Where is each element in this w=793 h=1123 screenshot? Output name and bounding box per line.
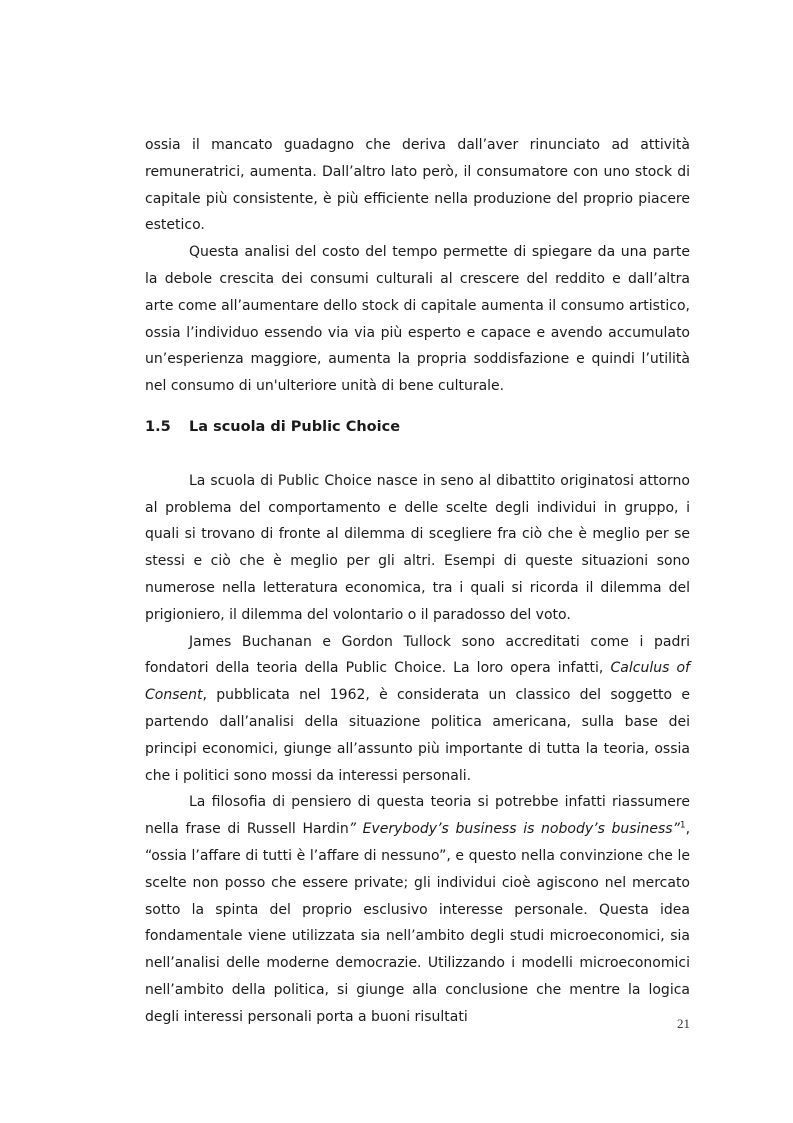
page-body xyxy=(145,132,690,1031)
paragraph-1: ossia il mancato guadagno che deriva dall’aver rinunciato ad attività remuneratrici, aumenta. Dall’altro lato però, il consumatore con uno stock di capitale più consistente, è più efficiente nella produzione del proprio piacere estetico. xyxy=(145,137,690,234)
section-title: La scuola di Public Choice xyxy=(189,418,401,435)
quote-italic: ” Everybody’s business is nobody’s business” xyxy=(348,821,680,838)
page-number: 21 xyxy=(677,1016,690,1031)
paragraph-2: Questa analisi del costo del tempo permette di spiegare da una parte la debole crescita dei consumi culturali al crescere del reddito e dall’altra arte come all’aumentare dello stock di capitale aumenta il consumo artistico, ossia l’individuo essendo via via più esperto e capace e avendo accumulato un’esperienza maggiore, aumenta la propria soddisfazione e quindi l’utilità nel consumo di un'ulteriore unità di bene culturale. xyxy=(145,244,690,395)
section-heading xyxy=(145,414,690,441)
paragraph-4 xyxy=(145,629,690,790)
paragraph-4-text-a: James Buchanan e Gordon Tullock sono accreditati come i padri fondatori della teoria della Public Choice. La loro opera infatti, xyxy=(145,633,690,677)
paragraph-5 xyxy=(145,789,690,1030)
book-title: Calculus of Consent xyxy=(145,660,690,704)
paragraph-5-text-a: La filosofia di pensiero di questa teoria si potrebbe infatti riassumere nella frase di Russell Hardin xyxy=(145,794,690,838)
footnote-marker[interactable]: 1 xyxy=(679,820,686,831)
paragraph-5-text-b: , “ossia l’affare di tutti è l’affare di nessuno”, e questo nella convinzione che le scelte non posso che essere private; gli individui cioè agiscono nel mercato sotto la spinta del proprio esclusivo interesse personale. Questa idea fondamentale viene utilizzata sia nell’ambito degli studi microeconomici, sia nell’analisi delle moderne democrazie. Utilizzando i modelli microeconomici nell’ambito della politica, si giunge alla conclusione che mentre la logica degli interessi personali porta a buoni risultati xyxy=(145,821,691,1025)
section-number: 1.5 xyxy=(145,418,171,435)
paragraph-3: La scuola di Public Choice nasce in seno al dibattito originatosi attorno al problema del comportamento e delle scelte degli individui in gruppo, i quali si trovano di fronte al dilemma di scegliere fra ciò che è meglio per se stessi e ciò che è meglio per gli altri. Esempi di queste situazioni sono numerose nella letteratura economica, tra i quali si ricorda il dilemma del prigioniero, il dilemma del volontario o il paradosso del voto. xyxy=(145,472,690,623)
paragraph-4-text-b: , pubblicata nel 1962, è considerata un classico del soggetto e partendo dall’analisi della situazione politica americana, sulla base dei principi economici, giunge all’assunto più importante di tutta la teoria, ossia che i politici sono mossi da interessi personali. xyxy=(145,687,690,784)
